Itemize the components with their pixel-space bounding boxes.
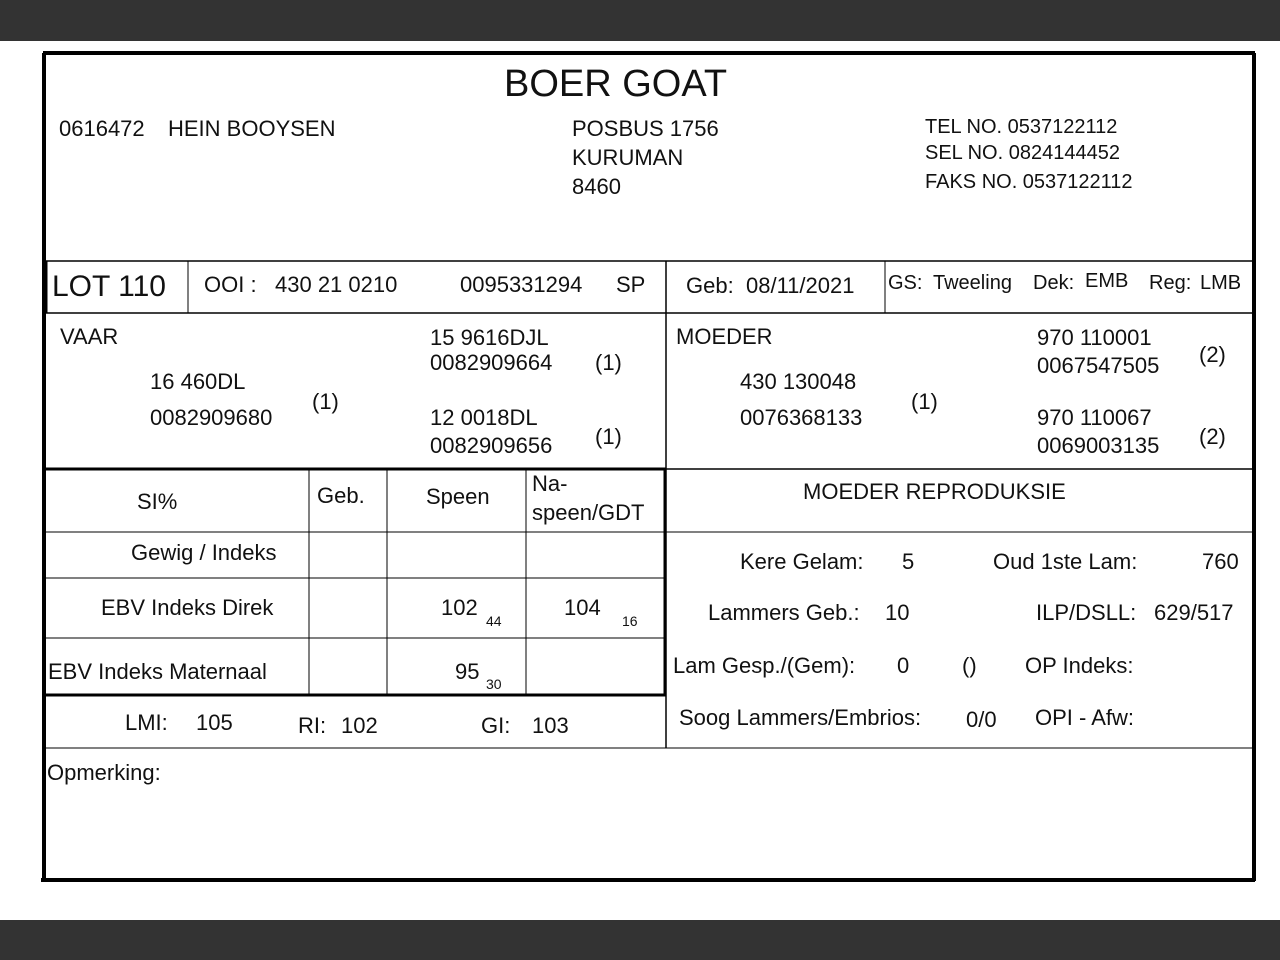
remarks-label: Opmerking: [47,760,161,785]
lam-gem-value: () [962,653,977,678]
breeder-id: 0616472 [59,116,145,141]
ri-label: RI: [298,713,327,738]
sire-id: 16 460DL [150,369,246,394]
maternaal-speen-value: 95 [455,659,480,684]
dam-dam-id: 970 110067 [1037,405,1152,430]
lam-gesp-label: Lam Gesp./(Gem): [673,653,856,678]
row-gewig-indeks: Gewig / Indeks [131,540,277,565]
dam-sire-id: 970 110001 [1037,325,1152,350]
sire-sire-reg: 0082909664 [430,350,553,375]
lmi-label: LMI: [125,710,168,735]
moeder-label: MOEDER [676,324,773,349]
lam-gesp-value: 0 [897,653,910,678]
header-naspeen-line2: speen/GDT [532,500,645,525]
sire-dam-grade: (1) [595,424,622,449]
sel-number: SEL NO. 0824144452 [925,142,1120,164]
row-ebv-maternaal: EBV Indeks Maternaal [48,659,267,684]
direk-naspeen-count: 16 [622,613,638,629]
page-title: BOER GOAT [504,63,728,105]
ooi-reg: 0095331294 [460,272,583,297]
header-naspeen-line1: Na- [532,471,568,496]
soog-lammers-label: Soog Lammers/Embrios: [679,705,922,730]
ooi-label: OOI : [204,272,257,297]
sire-sire-id: 15 9616DJL [430,325,549,350]
lot-card [0,41,1280,920]
vaar-label: VAAR [60,324,119,349]
oud-1ste-lam-value: 760 [1202,549,1239,574]
address-line-2: KURUMAN [572,145,684,170]
sire-dam-id: 12 0018DL [430,405,538,430]
sire-reg: 0082909680 [150,405,273,430]
lammers-geb-value: 10 [885,600,910,625]
direk-speen-count: 44 [486,613,502,629]
address-line-1: POSBUS 1756 [572,116,719,141]
address-line-3: 8460 [572,174,621,199]
dam-id: 430 130048 [740,369,857,394]
direk-naspeen-value: 104 [564,595,601,620]
lammers-geb-label: Lammers Geb.: [708,600,860,625]
dam-reg: 0076368133 [740,405,863,430]
kere-gelam-value: 5 [902,549,915,574]
ri-value: 102 [341,713,378,738]
gs-value: Tweeling [933,272,1012,294]
reg-label: Reg: [1149,272,1192,294]
sire-dam-reg: 0082909656 [430,433,553,458]
ilp-dsll-value: 629/517 [1154,600,1234,625]
dam-sire-grade: (2) [1199,342,1226,367]
gi-value: 103 [532,713,569,738]
dek-value: EMB [1085,270,1129,292]
bottom-dark-bar [0,920,1280,960]
gi-label: GI: [481,713,511,738]
header-speen: Speen [426,484,490,509]
dam-sire-reg: 0067547505 [1037,353,1160,378]
dek-label: Dek: [1033,272,1075,294]
top-dark-bar [0,0,1280,41]
reg-value: LMB [1200,272,1242,294]
sire-grade: (1) [312,389,339,414]
opi-afw-label: OPI - Afw: [1035,705,1135,730]
dam-grade: (1) [911,389,938,414]
maternaal-speen-count: 30 [486,676,502,692]
header-geb: Geb. [317,483,365,508]
sire-sire-grade: (1) [595,350,622,375]
geb-date: 08/11/2021 [746,273,855,298]
kere-gelam-label: Kere Gelam: [740,549,864,574]
gs-label: GS: [888,272,923,294]
dam-dam-reg: 0069003135 [1037,433,1160,458]
ilp-dsll-label: ILP/DSLL: [1036,600,1137,625]
faks-number: FAKS NO. 0537122112 [925,171,1133,193]
geb-label: Geb: [686,273,734,298]
op-indeks-label: OP Indeks: [1025,653,1134,678]
ooi-code: SP [616,272,646,297]
soog-lammers-value: 0/0 [966,707,997,732]
oud-1ste-lam-label: Oud 1ste Lam: [993,549,1138,574]
breeder-name: HEIN BOOYSEN [168,116,336,141]
row-ebv-direk: EBV Indeks Direk [101,595,274,620]
direk-speen-value: 102 [441,595,478,620]
header-si-percent: SI% [137,489,178,514]
lot-label: LOT 110 [52,270,166,303]
tel-number: TEL NO. 0537122112 [925,116,1118,138]
reproduction-title: MOEDER REPRODUKSIE [803,479,1066,504]
lmi-value: 105 [196,710,233,735]
ooi-number: 430 21 0210 [275,272,398,297]
dam-dam-grade: (2) [1199,424,1226,449]
